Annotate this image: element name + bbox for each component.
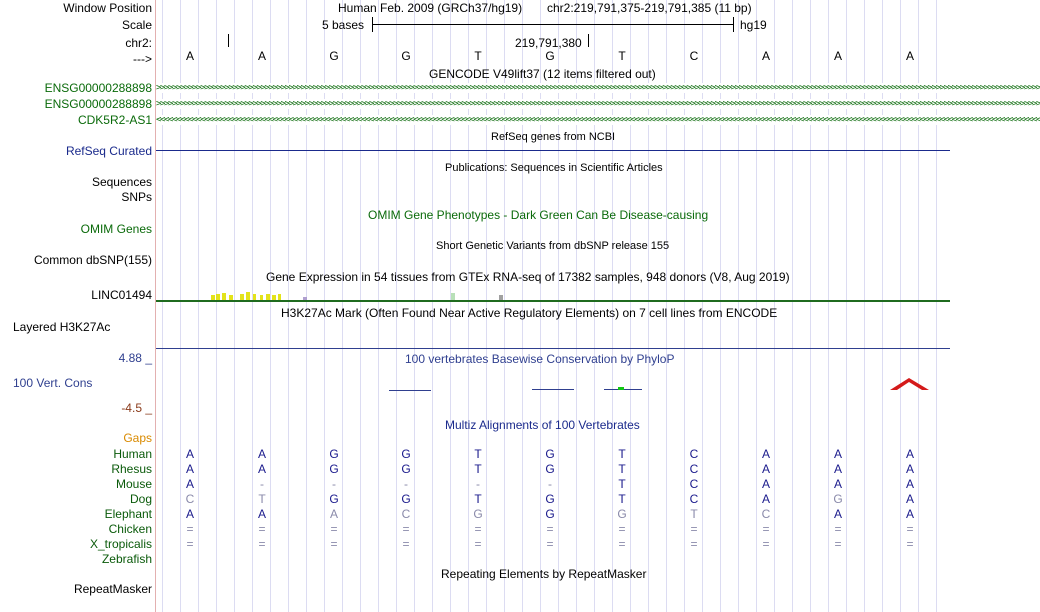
phylop-mark-1 [389, 390, 431, 391]
publications-sequences-label[interactable]: Sequences [91, 175, 152, 189]
sequence-base: G [401, 49, 411, 63]
alignment-base: G [401, 447, 411, 461]
alignment-base: C [185, 492, 195, 506]
alignment-base: = [690, 537, 698, 551]
alignment-base: T [618, 477, 626, 491]
gtex-bar-3 [222, 293, 226, 300]
dbsnp-label[interactable]: Common dbSNP(155) [33, 253, 152, 267]
gene-label-3[interactable]: CDK5R2-AS1 [77, 113, 152, 127]
gene-row-1-strand[interactable] [156, 81, 1040, 95]
gtex-bar-12 [303, 297, 307, 300]
sequence-base: T [474, 49, 482, 63]
alignment-base: A [185, 477, 194, 491]
species-label-zebrafish: Zebrafish [101, 552, 152, 566]
ruler-center-tick [588, 34, 589, 47]
alignment-base: G [329, 462, 339, 476]
alignment-base: A [905, 462, 914, 476]
alignment-base: = [834, 522, 842, 536]
track-label-column [0, 0, 156, 612]
alignment-base: T [258, 492, 266, 506]
refseq-line[interactable] [156, 150, 950, 151]
phylop-max-label: 4.88 _ [118, 351, 152, 365]
alignment-base: G [545, 492, 555, 506]
alignment-base: T [618, 492, 626, 506]
alignment-base: A [257, 507, 266, 521]
gtex-bar-7 [253, 294, 256, 300]
chrom-label: chr2: [125, 36, 152, 50]
scale-bar-right-tick [733, 17, 734, 32]
alignment-base: = [762, 537, 770, 551]
alignment-base: A [761, 462, 770, 476]
coordinate-label: 219,791,380 [515, 36, 582, 50]
alignment-base: = [762, 522, 770, 536]
gtex-bar-13 [451, 293, 455, 300]
scale-bar-text: 5 bases [322, 18, 365, 32]
alignment-base: = [690, 522, 698, 536]
position-readout: chr2:219,791,375-219,791,385 (11 bp) [547, 1, 752, 15]
alignment-base: = [186, 522, 194, 536]
gtex-bar-2 [216, 294, 220, 300]
sequence-base: G [329, 49, 339, 63]
publications-snps-label[interactable]: SNPs [121, 190, 152, 204]
alignment-base: = [258, 537, 266, 551]
alignment-base: = [474, 537, 482, 551]
h3k27ac-baseline[interactable] [156, 348, 950, 349]
gtex-bar-1 [211, 295, 215, 300]
h3k27ac-title: H3K27Ac Mark (Often Found Near Active Regulatory Elements) on 7 cell lines from ENCODE [281, 306, 778, 320]
alignment-base: G [833, 492, 843, 506]
sequence-base: A [257, 49, 266, 63]
alignment-base: C [401, 507, 411, 521]
alignment-base: C [689, 447, 699, 461]
scale-db: hg19 [740, 18, 767, 32]
species-label-human: Human [113, 447, 152, 461]
gene-row-3-strand[interactable] [156, 113, 1040, 127]
alignment-base: T [618, 462, 626, 476]
sequence-base: T [618, 49, 626, 63]
assembly-title: Human Feb. 2009 (GRCh37/hg19) [338, 1, 523, 15]
phylop-graph[interactable] [156, 370, 950, 398]
omim-label[interactable]: OMIM Genes [80, 222, 152, 236]
alignment-base: A [257, 462, 266, 476]
alignment-base: A [833, 507, 842, 521]
alignment-base: - [260, 477, 264, 491]
alignment-base: = [546, 522, 554, 536]
alignment-base: T [474, 492, 482, 506]
alignment-base: = [474, 522, 482, 536]
phylop-label[interactable]: 100 Vert. Cons [13, 376, 93, 390]
alignment-base: = [330, 537, 338, 551]
gtex-baseline [156, 300, 950, 302]
gene-label-1[interactable]: ENSG00000288898 [44, 81, 152, 95]
alignment-base: G [329, 447, 339, 461]
alignment-base: = [834, 537, 842, 551]
gtex-bar-6 [246, 292, 250, 300]
gene-row-2-arrows: >>>>>>>>>>>>>>>>>>>>>>>>>>>>>>>>>>>>>>>>>>>>>>>>>>>>>>>>>>>>>>>>>>>>>>>>>>>>>>>>>>>>>>>>>>>>>>>>>>>>>>>>>>>>>>>>>>>>>>>>>>>>>>>>>>>>>>>>>>>>>>>>>>>>>>>>>>>>>>>>>>>>>>>>>>>>>>>>>>>>>>>>>>>>>>>>>>>>>>>>>>>>>>>>>>>>>>>>>>>> [156, 99, 1040, 109]
alignment-base: C [689, 477, 699, 491]
species-label-chicken: Chicken [108, 522, 152, 536]
alignment-base: = [186, 537, 194, 551]
omim-title: OMIM Gene Phenotypes - Dark Green Can Be Disease-causing [368, 208, 709, 222]
phylop-mark-4 [618, 387, 624, 390]
alignment-base: A [833, 462, 842, 476]
alignment-base: = [618, 522, 626, 536]
alignment-base: = [546, 537, 554, 551]
scale-bar-left-tick [372, 17, 373, 32]
alignment-base: T [690, 507, 698, 521]
alignment-base: = [618, 537, 626, 551]
alignment-base: C [689, 492, 699, 506]
alignment-base: A [905, 477, 914, 491]
gene-label-2[interactable]: ENSG00000288898 [44, 97, 152, 111]
dbsnp-title: Short Genetic Variants from dbSNP release 155 [436, 240, 670, 252]
gtex-bar-14 [499, 295, 503, 300]
multiz-gaps-label: Gaps [123, 431, 152, 445]
phylop-mark-2 [532, 389, 574, 390]
sequence-base: A [905, 49, 914, 63]
alignment-base: = [402, 522, 410, 536]
publications-title: Publications: Sequences in Scientific Articles [445, 162, 663, 174]
phylop-min-label: -4.5 _ [121, 401, 152, 415]
strand-label: ---> [133, 52, 152, 66]
alignment-base: A [761, 447, 770, 461]
repeatmasker-title: Repeating Elements by RepeatMasker [441, 567, 647, 581]
species-label-elephant: Elephant [104, 507, 152, 521]
alignment-base: = [330, 522, 338, 536]
alignment-base: A [761, 492, 770, 506]
alignment-base: G [473, 507, 483, 521]
alignment-base: - [404, 477, 408, 491]
ruler-tick [228, 34, 229, 47]
sequence-base: A [833, 49, 842, 63]
alignment-base: T [474, 462, 482, 476]
gtex-label[interactable]: LINC01494 [91, 288, 152, 302]
red-caret-icon [890, 378, 929, 390]
alignment-base: G [545, 507, 555, 521]
gtex-bar-8 [260, 295, 263, 300]
alignment-base: G [401, 462, 411, 476]
sequence-base: C [689, 49, 699, 63]
alignment-base: = [402, 537, 410, 551]
track-data-area[interactable] [156, 0, 1040, 612]
alignment-base: A [185, 462, 194, 476]
alignment-base: A [833, 477, 842, 491]
gtex-bar-11 [278, 294, 281, 300]
species-label-rhesus: Rhesus [111, 462, 152, 476]
species-label-xtropicalis: X_tropicalis [89, 537, 152, 551]
alignment-base: A [185, 507, 194, 521]
alignment-base: G [401, 492, 411, 506]
gtex-title: Gene Expression in 54 tissues from GTEx RNA-seq of 17382 samples, 948 donors (V8, Aug 2019) [266, 270, 790, 284]
alignment-base: A [761, 477, 770, 491]
alignment-base: - [476, 477, 480, 491]
gtex-bar-4 [229, 295, 233, 300]
alignment-base: A [257, 447, 266, 461]
sequence-base: A [761, 49, 770, 63]
gtex-bar-5 [240, 294, 244, 300]
sequence-base: G [545, 49, 555, 63]
alignment-base: - [332, 477, 336, 491]
gene-row-1-arrows: >>>>>>>>>>>>>>>>>>>>>>>>>>>>>>>>>>>>>>>>>>>>>>>>>>>>>>>>>>>>>>>>>>>>>>>>>>>>>>>>>>>>>>>>>>>>>>>>>>>>>>>>>>>>>>>>>>>>>>>>>>>>>>>>>>>>>>>>>>>>>>>>>>>>>>>>>>>>>>>>>>>>>>>>>>>>>>>>>>>>>>>>>>>>>>>>>>>>>>>>>>>>>>>>>>>>>>>>>>>> [156, 83, 1040, 93]
refseq-title: RefSeq genes from NCBI [491, 131, 616, 143]
alignment-base: G [545, 462, 555, 476]
gtex-graph[interactable] [156, 286, 950, 304]
window-position-label: Window Position [63, 1, 152, 15]
alignment-base: A [905, 507, 914, 521]
gtex-bar-9 [266, 294, 270, 300]
alignment-base: = [906, 522, 914, 536]
alignment-base: A [185, 447, 194, 461]
alignment-base: G [545, 447, 555, 461]
gene-row-2-strand[interactable] [156, 97, 1040, 111]
alignment-base: A [905, 492, 914, 506]
scale-label: Scale [121, 18, 152, 32]
alignment-base: = [258, 522, 266, 536]
alignment-base: T [474, 447, 482, 461]
sequence-base: A [185, 49, 194, 63]
alignment-base: C [689, 462, 699, 476]
alignment-base: C [761, 507, 771, 521]
gencode-title: GENCODE V49lift37 (12 items filtered out) [429, 67, 656, 81]
gtex-bar-10 [272, 295, 276, 300]
alignment-base: G [617, 507, 627, 521]
scale-bar [372, 24, 733, 25]
h3k27ac-label[interactable]: Layered H3K27Ac [13, 320, 111, 334]
alignment-base: A [329, 507, 338, 521]
species-label-dog: Dog [129, 492, 152, 506]
gene-row-3-arrows: <<<<<<<<<<<<<<<<<<<<<<<<<<<<<<<<<<<<<<<<<<<<<<<<<<<<<<<<<<<<<<<<<<<<<<<<<<<<<<<<<<<<<<<<<<<<<<<<<<<<<<<<<<<<<<<<<<<<<<<<<<<<<<<<<<<<<<<<<<<<<<<<<<<<<<<<<<<<<<<<<<<<<<<<<<<<<<<<<<<<<<<<<<<<<<<<<<<<<<<<<<<<<<<<<<<<<<<<<<<< [156, 115, 1040, 125]
phylop-title: 100 vertebrates Basewise Conservation by PhyloP [405, 352, 675, 366]
alignment-base: = [906, 537, 914, 551]
alignment-base: G [329, 492, 339, 506]
alignment-base: A [905, 447, 914, 461]
species-label-mouse: Mouse [115, 477, 152, 491]
alignment-base: A [833, 447, 842, 461]
alignment-base: T [618, 447, 626, 461]
alignment-base: - [548, 477, 552, 491]
multiz-title: Multiz Alignments of 100 Vertebrates [445, 418, 640, 432]
refseq-label[interactable]: RefSeq Curated [65, 144, 152, 158]
repeatmasker-label[interactable]: RepeatMasker [73, 582, 152, 596]
